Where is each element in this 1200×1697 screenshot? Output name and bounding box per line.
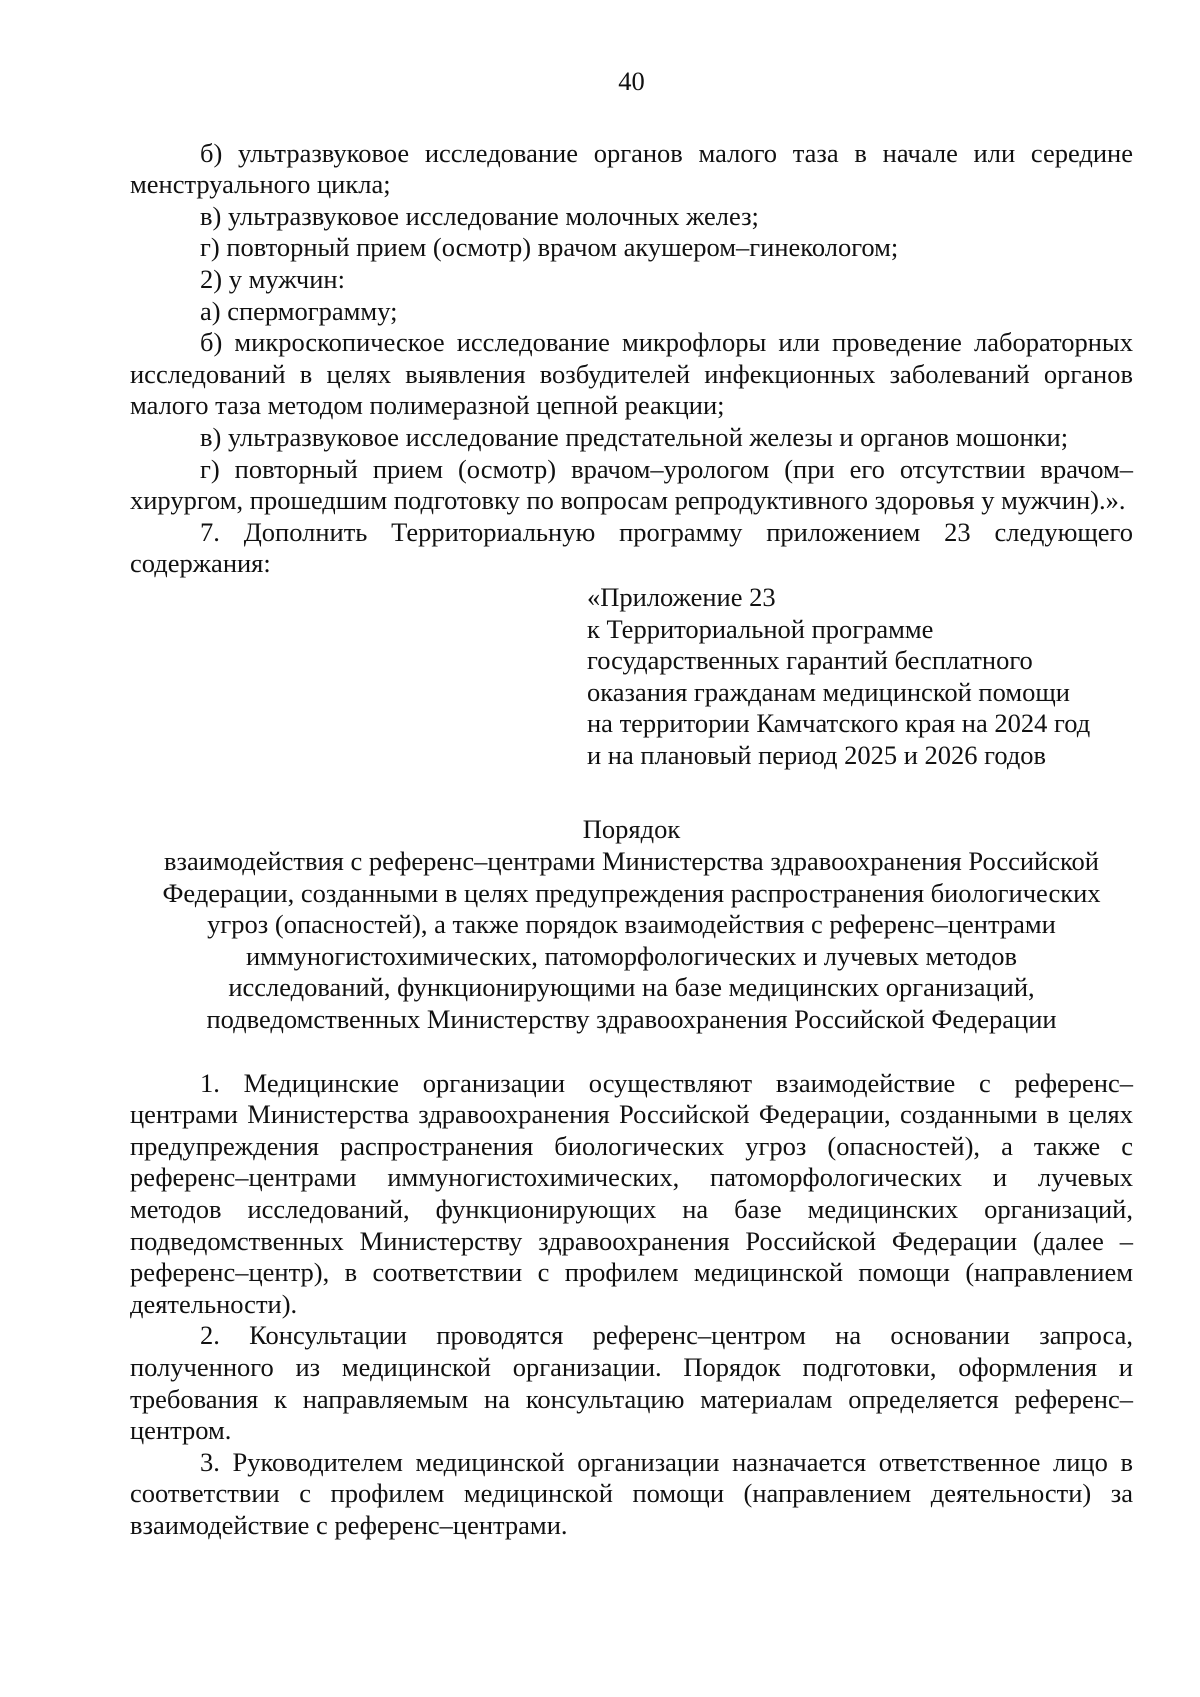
appendix-heading — [587, 582, 1133, 772]
list-item: г) повторный прием (осмотр) врачом–урологом (при его отсутствии врачом–хирургом, прошедшим подготовку по вопросам репродуктивного здоровья у мужчин).». — [130, 453, 1133, 516]
title-line: Порядок — [582, 814, 681, 845]
list-item: а) спермограмму; — [200, 295, 398, 326]
procedure-sections — [130, 1068, 1133, 1542]
appendix-heading-line: государственных гарантий бесплатного — [587, 645, 1033, 676]
title-line: подведомственных Министерству здравоохранения Российской Федерации — [206, 1004, 1057, 1035]
page-number: 40 — [618, 66, 645, 96]
title-line: исследований, функционирующими на базе медицинских организаций, — [228, 972, 1035, 1003]
title-line: Федерации, созданными в целях предупреждения распространения биологических — [162, 877, 1101, 908]
appendix-heading-line: и на плановый период 2025 и 2026 годов — [587, 739, 1047, 770]
list-item: в) ультразвуковое исследование предстательной железы и органов мошонки; — [200, 421, 1069, 452]
appendix-heading-line: на территории Камчатского края на 2024 год — [587, 708, 1091, 739]
list-item: г) повторный прием (осмотр) врачом акушером–гинекологом; — [200, 232, 899, 263]
appendix-heading-line: оказания гражданам медицинской помощи — [587, 676, 1070, 707]
list-item: 2) у мужчин: — [200, 263, 345, 294]
amendment-paragraph: 7. Дополнить Территориальную программу приложением 23 следующего содержания: — [130, 516, 1133, 579]
section-paragraph: 2. Консультации проводятся референс–центром на основании запроса, полученного из медицинской организации. Порядок подготовки, оформления и требования к направляемым на консультацию материалам определяется референс–центром. — [130, 1320, 1133, 1446]
title-line: взаимодействия с референс–центрами Министерства здравоохранения Российской — [164, 846, 1099, 877]
section-paragraph: 1. Медицинские организации осуществляют взаимодействие с референс–центрами Министерства здравоохранения Российской Федерации, созданными в целях предупреждения распространения биологических угроз (опасностей), а также с референс–центрами иммуногистохимических, патоморфологических и лучевых методов исследований, функционирующих на базе медицинских организаций, подведомственных Министерству здравоохранения Российской Федерации (далее – референс–центр), в соответствии с профилем медицинской помощи (направлением деятельности). — [130, 1067, 1133, 1319]
title-line: угроз (опасностей), а также порядок взаимодействия с референс–центрами — [207, 909, 1056, 940]
section-paragraph: 3. Руководителем медицинской организации назначается ответственное лицо в соответствии с профилем медицинской помощи (направлением деятельности) за взаимодействие с референс–центрами. — [130, 1446, 1133, 1540]
appendix-heading-line: «Приложение 23 — [587, 581, 776, 612]
list-item: б) ультразвуковое исследование органов малого таза в начале или середине менструального цикла; — [130, 137, 1133, 200]
intro-list — [130, 138, 1133, 580]
title-line: иммуногистохимических, патоморфологических и лучевых методов — [245, 940, 1018, 971]
appendix-heading-line: к Территориальной программе — [587, 613, 934, 644]
list-item: в) ультразвуковое исследование молочных желез; — [200, 200, 759, 231]
list-item: б) микроскопическое исследование микрофлоры или проведение лабораторных исследований в целях выявления возбудителей инфекционных заболеваний органов малого таза методом полимеразной цепной реакции; — [130, 327, 1133, 421]
document-title — [130, 814, 1133, 1035]
